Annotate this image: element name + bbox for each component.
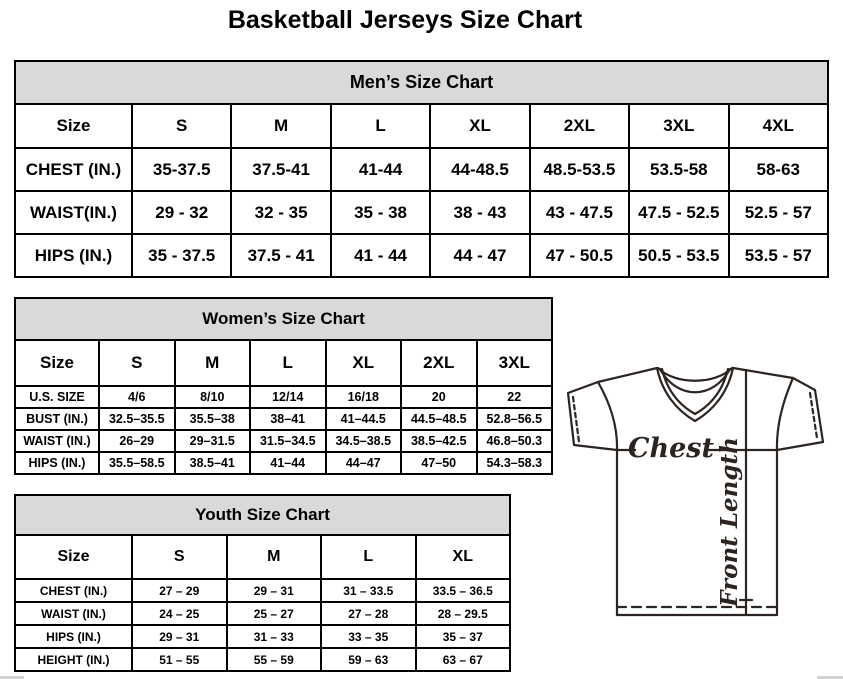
value-cell: 27 – 29	[132, 579, 227, 602]
value-cell: 41-44	[331, 148, 430, 191]
value-cell: 44 - 47	[430, 234, 529, 277]
value-cell: 38–41	[250, 408, 326, 430]
value-cell: 53.5 - 57	[729, 234, 828, 277]
column-header-cell: M	[231, 104, 330, 148]
value-cell: 44–47	[326, 452, 402, 474]
value-cell: 27 – 28	[321, 602, 416, 625]
column-header-cell: Size	[15, 535, 132, 579]
value-cell: 35 - 37.5	[132, 234, 231, 277]
value-cell: 28 – 29.5	[416, 602, 511, 625]
value-cell: 41–44.5	[326, 408, 402, 430]
column-header-cell: M	[227, 535, 322, 579]
row-label-cell: CHEST (IN.)	[15, 148, 132, 191]
value-cell: 41–44	[250, 452, 326, 474]
value-cell: 29 – 31	[132, 625, 227, 648]
value-cell: 25 – 27	[227, 602, 322, 625]
value-cell: 29 - 32	[132, 191, 231, 234]
value-cell: 52.8–56.5	[477, 408, 553, 430]
value-cell: 38.5–41	[175, 452, 251, 474]
row-label-cell: HIPS (IN.)	[15, 452, 99, 474]
value-cell: 51 – 55	[132, 648, 227, 671]
jersey-outline	[568, 368, 823, 615]
value-cell: 47 - 50.5	[530, 234, 629, 277]
value-cell: 33 – 35	[321, 625, 416, 648]
value-cell: 35 - 38	[331, 191, 430, 234]
womens-table-title: Women’s Size Chart	[15, 298, 552, 340]
youth-table-title: Youth Size Chart	[15, 495, 510, 535]
value-cell: 52.5 - 57	[729, 191, 828, 234]
value-cell: 46.8–50.3	[477, 430, 553, 452]
value-cell: 12/14	[250, 386, 326, 408]
value-cell: 35-37.5	[132, 148, 231, 191]
back-collar-arc-1	[658, 368, 732, 381]
mens-size-table	[14, 60, 829, 278]
column-header-cell: M	[175, 340, 251, 386]
value-cell: 37.5-41	[231, 148, 330, 191]
womens-size-table	[14, 297, 553, 475]
column-header-cell: L	[250, 340, 326, 386]
value-cell: 32 - 35	[231, 191, 330, 234]
value-cell: 35 – 37	[416, 625, 511, 648]
youth-size-table	[14, 494, 511, 672]
row-label-cell: CHEST (IN.)	[15, 579, 132, 602]
value-cell: 31.5–34.5	[250, 430, 326, 452]
chest-label: Chest	[628, 433, 714, 464]
column-header-cell: Size	[15, 104, 132, 148]
value-cell: 41 - 44	[331, 234, 430, 277]
value-cell: 24 – 25	[132, 602, 227, 625]
right-armhole-seam	[777, 378, 793, 450]
value-cell: 20	[401, 386, 477, 408]
column-header-cell: S	[132, 535, 227, 579]
value-cell: 16/18	[326, 386, 402, 408]
column-header-cell: XL	[430, 104, 529, 148]
row-label-cell: U.S. SIZE	[15, 386, 99, 408]
value-cell: 35.5–58.5	[99, 452, 175, 474]
value-cell: 33.5 – 36.5	[416, 579, 511, 602]
value-cell: 59 – 63	[321, 648, 416, 671]
value-cell: 34.5–38.5	[326, 430, 402, 452]
value-cell: 63 – 67	[416, 648, 511, 671]
column-header-cell: S	[99, 340, 175, 386]
value-cell: 22	[477, 386, 553, 408]
value-cell: 29–31.5	[175, 430, 251, 452]
value-cell: 44-48.5	[430, 148, 529, 191]
value-cell: 44.5–48.5	[401, 408, 477, 430]
value-cell: 35.5–38	[175, 408, 251, 430]
value-cell: 4/6	[99, 386, 175, 408]
front-length-label: Front Length	[716, 437, 743, 607]
left-armhole-seam	[598, 382, 617, 450]
value-cell: 43 - 47.5	[530, 191, 629, 234]
column-header-cell: 2XL	[401, 340, 477, 386]
value-cell: 8/10	[175, 386, 251, 408]
column-header-cell: XL	[416, 535, 511, 579]
value-cell: 37.5 - 41	[231, 234, 330, 277]
column-header-cell: XL	[326, 340, 402, 386]
value-cell: 29 – 31	[227, 579, 322, 602]
value-cell: 31 – 33.5	[321, 579, 416, 602]
value-cell: 54.3–58.3	[477, 452, 553, 474]
row-label-cell: WAIST(IN.)	[15, 191, 132, 234]
value-cell: 48.5-53.5	[530, 148, 629, 191]
value-cell: 38.5–42.5	[401, 430, 477, 452]
value-cell: 26–29	[99, 430, 175, 452]
column-header-cell: 4XL	[729, 104, 828, 148]
value-cell: 58-63	[729, 148, 828, 191]
value-cell: 53.5-58	[629, 148, 728, 191]
value-cell: 38 - 43	[430, 191, 529, 234]
column-header-cell: 3XL	[477, 340, 553, 386]
row-label-cell: HIPS (IN.)	[15, 625, 132, 648]
column-header-cell: Size	[15, 340, 99, 386]
row-label-cell: HIPS (IN.)	[15, 234, 132, 277]
value-cell: 31 – 33	[227, 625, 322, 648]
column-header-cell: L	[321, 535, 416, 579]
column-header-cell: 2XL	[530, 104, 629, 148]
value-cell: 47.5 - 52.5	[629, 191, 728, 234]
row-label-cell: BUST (IN.)	[15, 408, 99, 430]
row-label-cell: WAIST (IN.)	[15, 430, 99, 452]
column-header-cell: L	[331, 104, 430, 148]
row-label-cell: WAIST (IN.)	[15, 602, 132, 625]
value-cell: 47–50	[401, 452, 477, 474]
row-label-cell: HEIGHT (IN.)	[15, 648, 132, 671]
mens-table-title: Men’s Size Chart	[15, 61, 828, 104]
column-header-cell: S	[132, 104, 231, 148]
page-title: Basketball Jerseys Size Chart	[227, 6, 583, 34]
value-cell: 55 – 59	[227, 648, 322, 671]
value-cell: 50.5 - 53.5	[629, 234, 728, 277]
jersey-diagram-svg	[560, 362, 840, 624]
column-header-cell: 3XL	[629, 104, 728, 148]
value-cell: 32.5–35.5	[99, 408, 175, 430]
jersey-measurement-diagram	[560, 362, 840, 624]
